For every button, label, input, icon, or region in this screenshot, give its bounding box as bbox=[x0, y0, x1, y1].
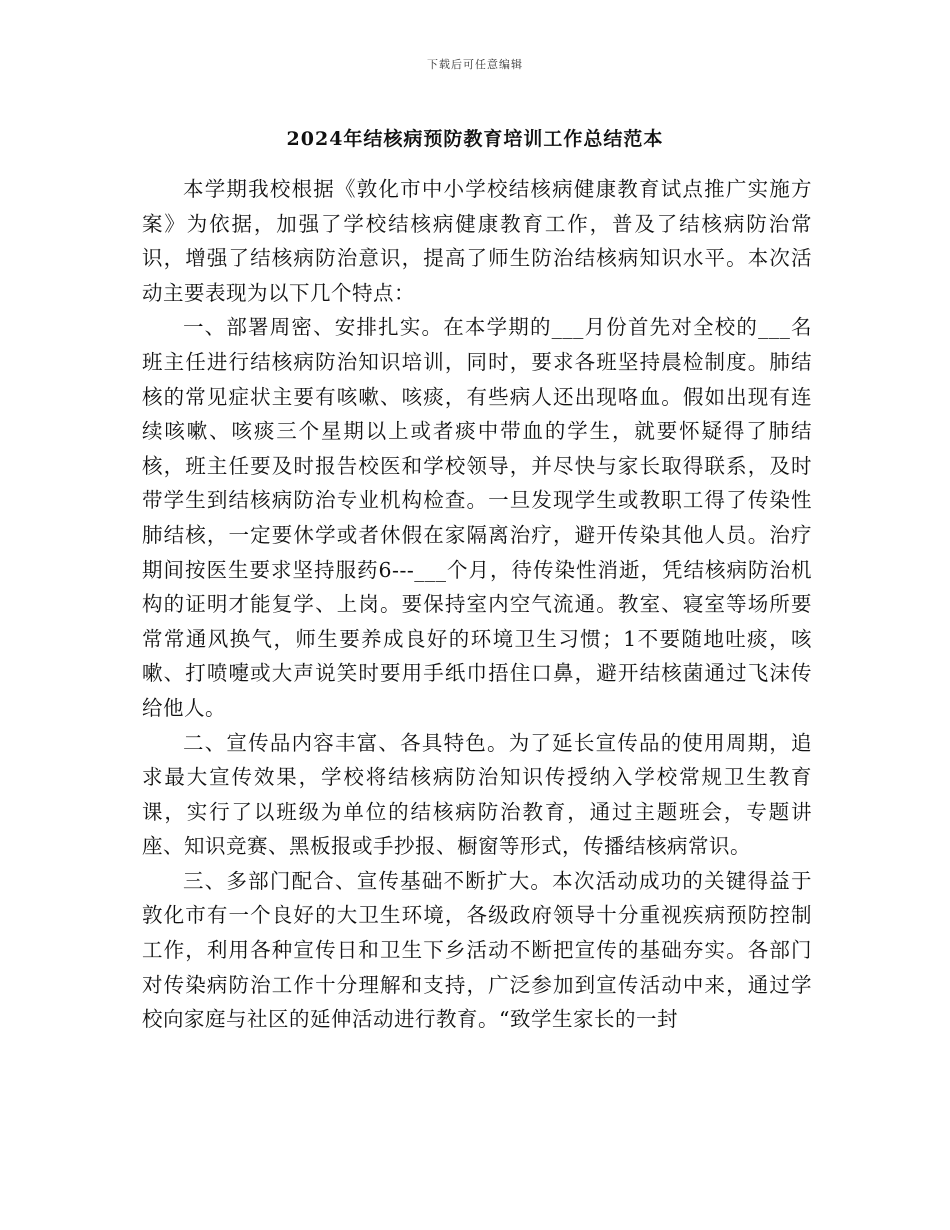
header-note: 下载后可任意编辑 bbox=[427, 58, 523, 71]
paragraph-section-1: 一、部署周密、安排扎实。在本学期的___月份首先对全校的___名班主任进行结核病防治知识培训，同时，要求各班坚持晨检制度。肺结核的常见症状主要有咳嗽、咳痰，有些病人还出现咯血。假如出现有连续咳嗽、咳痰三个星期以上或者痰中带血的学生，就要怀疑得了肺结核，班主任要及时报告校医和学校领导，并尽快与家长取得联系，及时带学生到结核病防治专业机构检查。一旦发现学生或教职工得了传染性肺结核，一定要休学或者休假在家隔离治疗，避开传染其他人员。治疗期间按医生要求坚持服药6---___个月，待传染性消逝，凭结核病防治机构的证明才能复学、上岗。要保持室内空气流通。教室、寝室等场所要常常通风换气，师生要养成良好的环境卫生习惯；1不要随地吐痰，咳嗽、打喷嚏或大声说笑时要用手纸巾捂住口鼻，避开结核菌通过飞沫传给他人。 bbox=[142, 315, 812, 720]
document-body bbox=[142, 172, 812, 1037]
paragraph-intro: 本学期我校根据《敦化市中小学校结核病健康教育试点推广实施方案》为依据，加强了学校结核病健康教育工作，普及了结核病防治常识，增强了结核病防治意识，提高了师生防治结核病知识水平。本次活动主要表现为以下几个特点： bbox=[142, 177, 812, 305]
document-title: 2024年结核病预防教育培训工作总结范本 bbox=[286, 128, 664, 150]
paragraph-section-3: 三、多部门配合、宣传基础不断扩大。本次活动成功的关键得益于敦化市有一个良好的大卫生环境，各级政府领导十分重视疾病预防控制工作，利用各种宣传日和卫生下乡活动不断把宣传的基础夯实。各部门对传染病防治工作十分理解和支持，广泛参加到宣传活动中来，通过学校向家庭与社区的延伸活动进行教育。“致学生家长的一封 bbox=[142, 868, 812, 1032]
paragraph-section-2: 二、宣传品内容丰富、各具特色。为了延长宣传品的使用周期，追求最大宣传效果，学校将结核病防治知识传授纳入学校常规卫生教育课，实行了以班级为单位的结核病防治教育，通过主题班会，专题讲座、知识竞赛、黑板报或手抄报、橱窗等形式，传播结核病常识。 bbox=[142, 730, 812, 859]
